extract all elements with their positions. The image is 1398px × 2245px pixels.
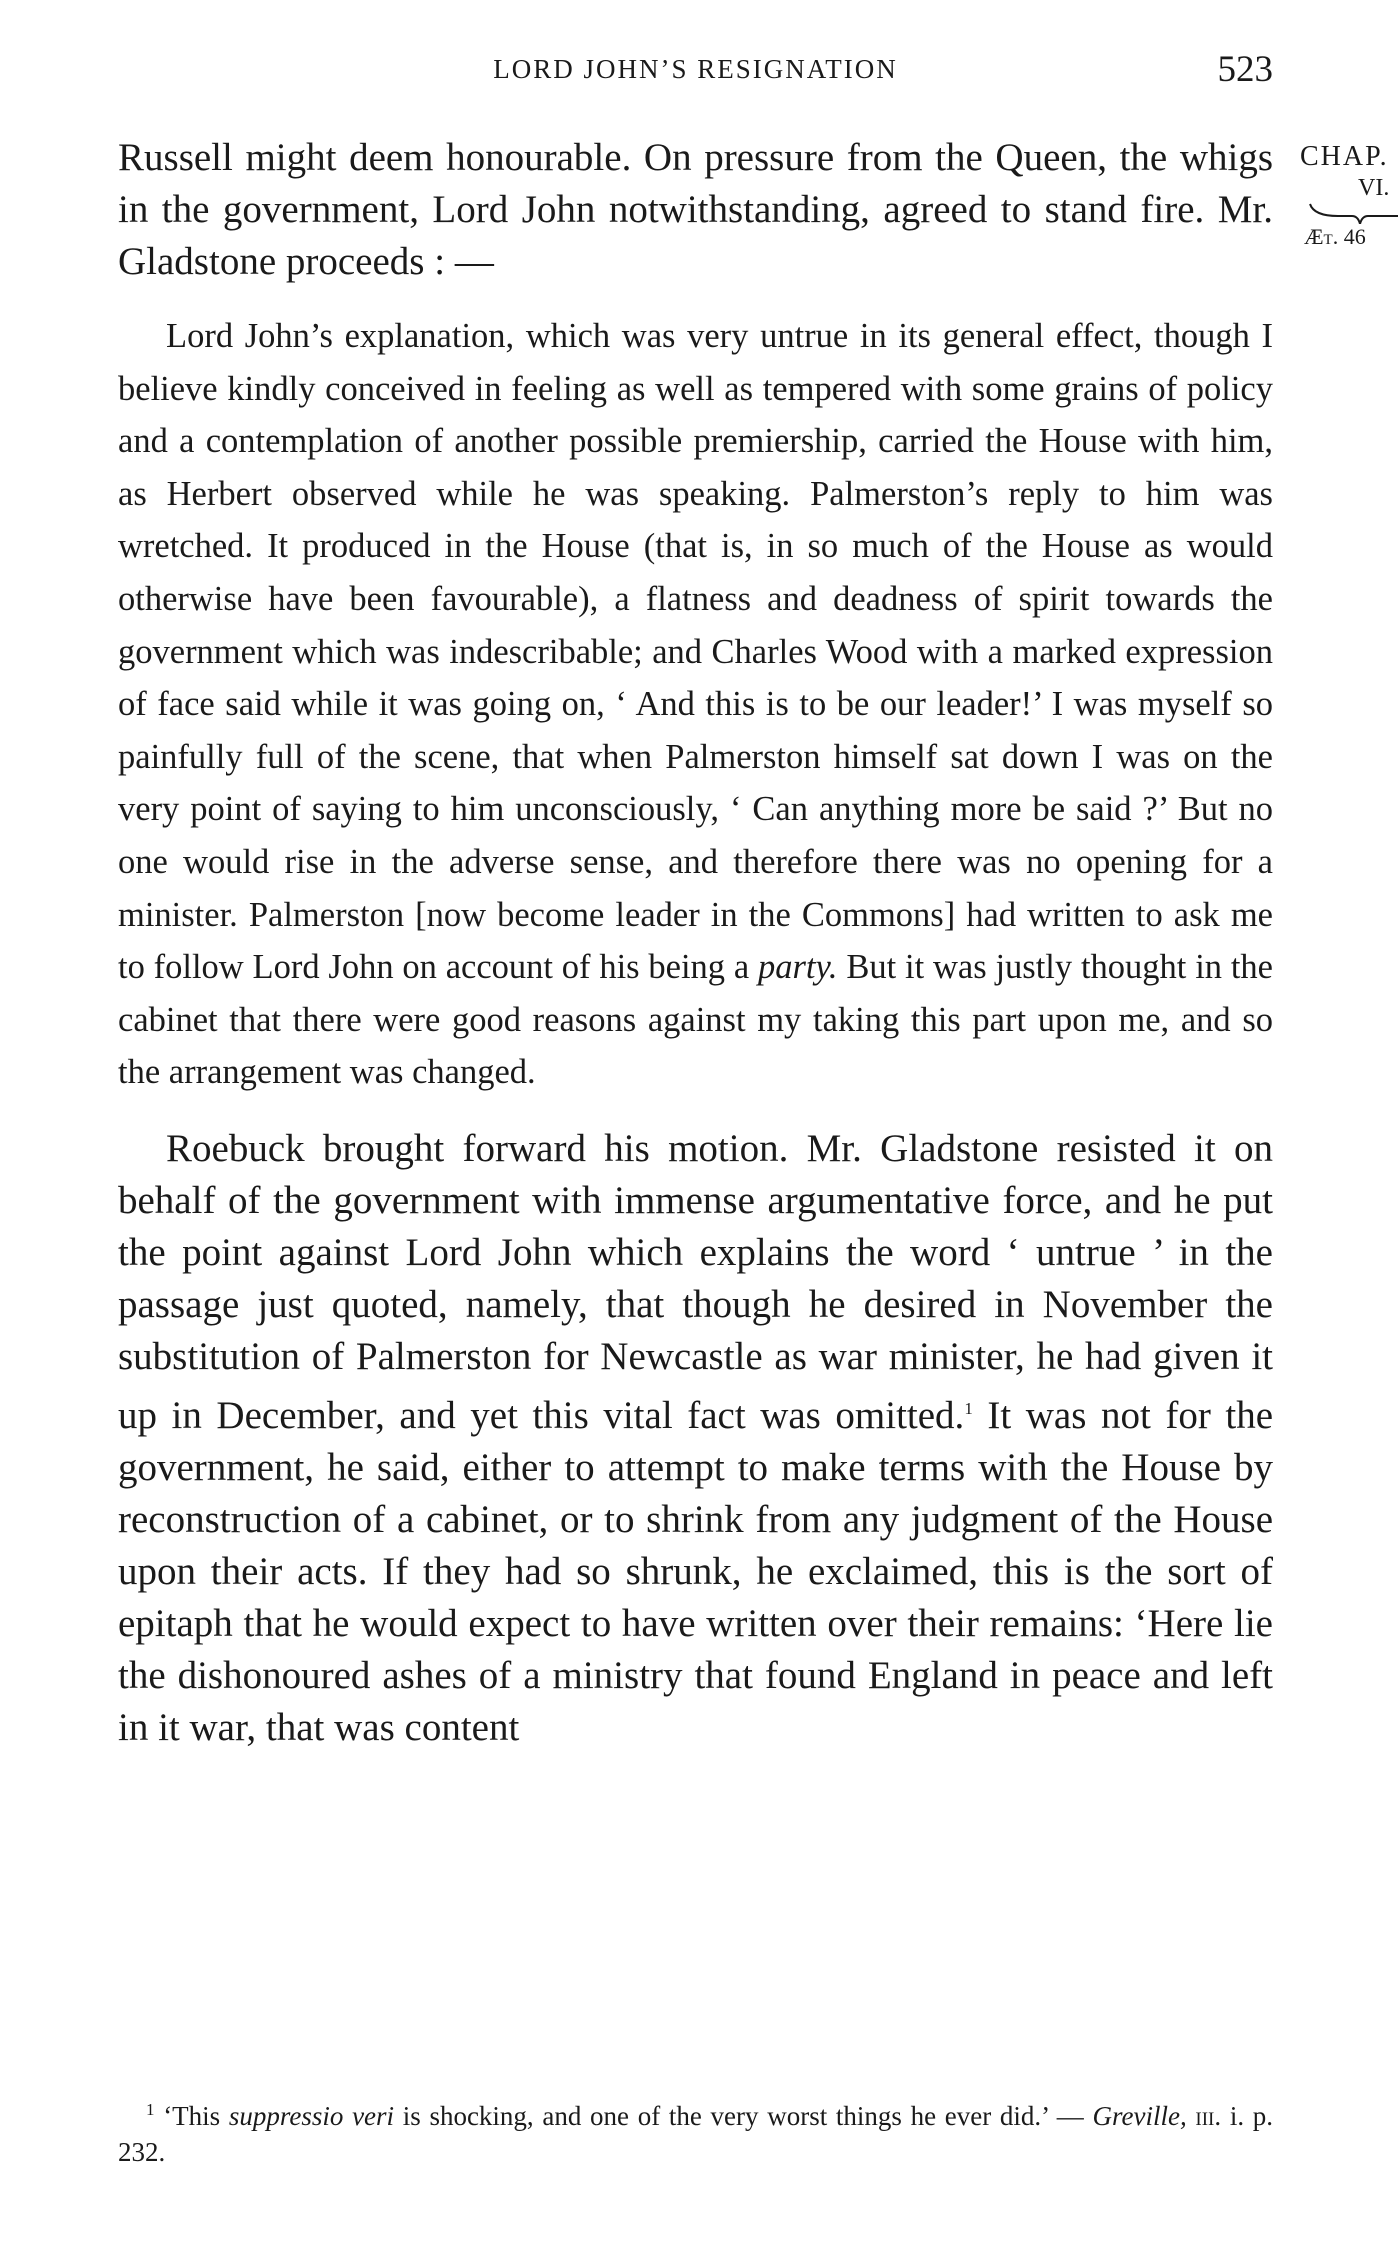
footnote-italic-2: Greville, [1092,2101,1187,2131]
quoted-passage [118,310,1273,1099]
margin-chapter-number: VI. [1358,174,1390,201]
paragraph-2 [118,1123,1273,1754]
footnote-text-2: is shocking, and one of the very worst things he ever did.’ — [402,2101,1084,2131]
body-text [118,132,1273,1754]
footnote-text-3: i. p. 232. [118,2101,1274,2167]
paragraph-2-text-1: Roebuck brought forward his motion. Mr. Gladstone resisted it on behalf of the government with immense argumentative force, and he put the point against Lord John which explains the word ‘ untrue ’ in the passage just quoted, namely, that though he desired in November the substitution of Palmerston for Newcastle as war minister, he had given it up in December, and yet this vital fact was omitted. [118,1126,1273,1437]
margin-brace-icon [1308,202,1398,224]
margin-chapter: CHAP. [1300,141,1389,172]
margin-age: Æt. 46 [1304,224,1366,250]
page-header [118,48,1273,108]
page-number: 523 [1217,49,1273,90]
footnote-text-1: ‘This [163,2101,221,2131]
footnote-marker: 1 [146,2100,155,2119]
paragraph-2-text-2: It was not for the government, he said, either to attempt to make terms with the House by reconstruction of a cabinet, or to shrink from any judgment of the House upon their acts. If they had so shrunk, he exclaimed, this is the sort of epitaph that he would expect to have written over their remains: ‘Here lie the dishonoured ashes of a ministry that found England in peace and left in it war, that was content [118,1393,1274,1749]
footnote-volume: iii. [1195,2101,1222,2131]
running-head: LORD JOHN’S RESIGNATION [493,54,898,84]
footnote [118,2092,1273,2170]
quote-italic: party. [758,948,838,987]
footnote-italic-1: suppressio veri [228,2101,395,2131]
margin-note [1300,140,1398,251]
footnote-reference: 1 [964,1398,973,1418]
quote-text-2: But it was justly thought in the cabinet that there were good reasons against my taking this part upon me, and so the arrangement was changed. [118,948,1273,1092]
paragraph-1: Russell might deem honourable. On pressure from the Queen, the whigs in the government, Lord John notwithstanding, agreed to stand fire. Mr. Gladstone proceeds : — [118,136,1273,283]
quote-text-1: Lord John’s explanation, which was very untrue in its general effect, though I believe kindly conceived in feeling as well as tempered with some grains of policy and a contemplation of another possible premiership, carried the House with him, as Herbert observed while he was speaking. Palmerston’s reply to him was wretched. It produced in the House (that is, in so much of the House as would otherwise have been favourable), a flatness and deadness of spirit towards the government which was indescribable; and Charles Wood with a marked expression of face said while it was going on, ‘ And this is to be our leader!’ I was myself so painfully full of the scene, that when Palmerston himself sat down I was on the very point of saying to him unconsciously, ‘ Can anything more be said ?’ But no one would rise in the adverse sense, and therefore there was no opening for a minister. Palmerston [now become leader in the Commons] had written to ask me to follow Lord John on account of his being a [118,317,1273,987]
